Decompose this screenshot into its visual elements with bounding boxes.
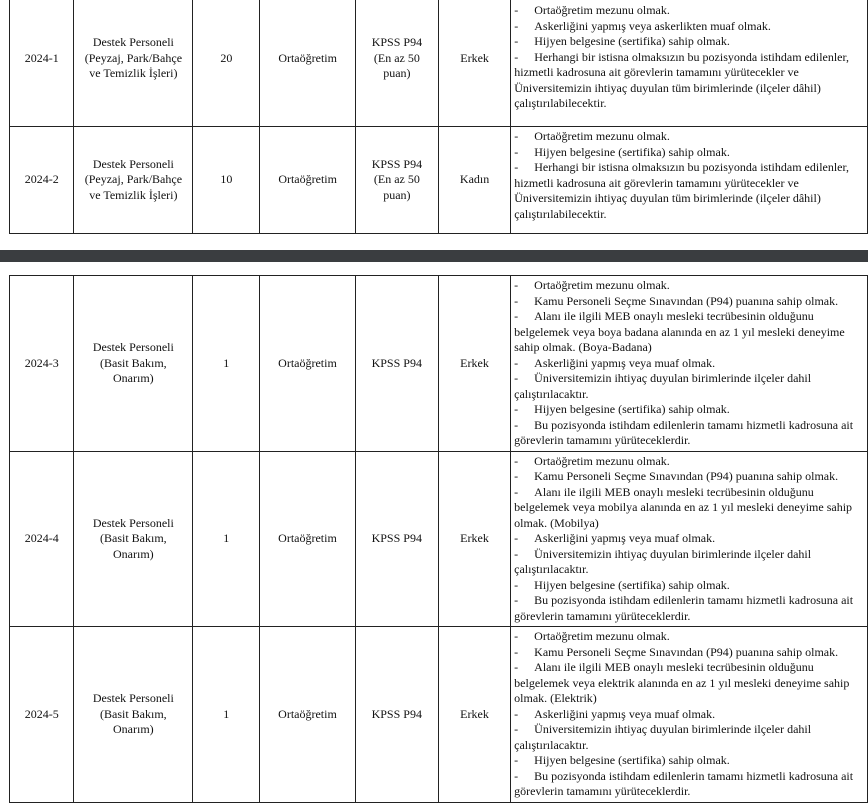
requirement-text: çalıştırılacaktır. bbox=[514, 737, 589, 752]
requirement-item bbox=[514, 578, 865, 594]
requirement-continuation bbox=[514, 176, 865, 192]
requirement-item bbox=[514, 278, 865, 294]
requirement-text: Kamu Personeli Seçme Sınavından (P94) puanına sahip olmak. bbox=[534, 293, 839, 308]
table-row bbox=[10, 127, 868, 234]
requirement-text: Bu pozisyonda istihdam edilenlerin tamamı hizmetli kadrosuna ait bbox=[534, 417, 854, 432]
bullet-dash: - bbox=[514, 144, 519, 159]
position-title: Destek Personeli (Basit Bakım, Onarım) bbox=[74, 276, 193, 452]
requirements-list bbox=[511, 127, 868, 234]
table-row bbox=[10, 627, 868, 803]
requirement-item bbox=[514, 145, 865, 161]
requirement-continuation bbox=[514, 207, 865, 223]
position-code: 2024-3 bbox=[10, 276, 74, 452]
requirement-item bbox=[514, 753, 865, 769]
requirement-text: çalıştırılabilecektir. bbox=[514, 206, 607, 221]
bullet-dash: - bbox=[514, 531, 519, 545]
exam-requirement: KPSS P94 bbox=[355, 451, 438, 627]
requirements-list bbox=[511, 276, 868, 452]
requirement-text: Alanı ile ilgili MEB onaylı mesleki tecrübesinin olduğunu bbox=[534, 660, 814, 674]
requirement-continuation bbox=[514, 433, 865, 449]
position-title: Destek Personeli (Basit Bakım, Onarım) bbox=[74, 451, 193, 627]
requirement-text: Hijyen belgesine (sertifika) sahip olmak. bbox=[534, 402, 730, 416]
requirement-text: belgelemek veya elektrik alanında en az 1 yıl mesleki deneyime sahip bbox=[514, 675, 850, 690]
bullet-dash: - bbox=[514, 722, 519, 736]
requirement-text: hizmetli kadrosuna ait görevlerin tamamını yürütecekler ve bbox=[514, 175, 799, 190]
exam-requirement: KPSS P94 bbox=[355, 276, 438, 452]
requirement-item bbox=[514, 356, 865, 372]
requirement-item bbox=[514, 160, 865, 176]
positions-table-part-2 bbox=[9, 275, 868, 803]
requirement-text: Bu pozisyonda istihdam edilenlerin tamamı hizmetli kadrosuna ait bbox=[534, 768, 854, 783]
requirement-item bbox=[514, 129, 865, 145]
gender: Kadın bbox=[438, 127, 510, 234]
requirement-continuation bbox=[514, 340, 865, 356]
requirement-item bbox=[514, 547, 865, 563]
bullet-dash: - bbox=[514, 469, 519, 483]
requirement-text: Askerliğini yapmış veya muaf olmak. bbox=[534, 355, 716, 370]
requirement-text: çalıştırılacaktır. bbox=[514, 386, 589, 401]
bullet-dash: - bbox=[514, 3, 519, 17]
position-code: 2024-4 bbox=[10, 451, 74, 627]
requirement-text: Ortaöğretim mezunu olmak. bbox=[534, 453, 670, 468]
requirement-continuation bbox=[514, 325, 865, 341]
bullet-dash: - bbox=[514, 160, 519, 174]
position-count: 1 bbox=[193, 276, 260, 452]
requirements-list bbox=[511, 0, 868, 127]
requirements-list bbox=[511, 451, 868, 627]
requirement-text: hizmetli kadrosuna ait görevlerin tamamını yürütecekler ve bbox=[514, 65, 799, 79]
requirement-continuation bbox=[514, 65, 865, 81]
requirement-text: Alanı ile ilgili MEB onaylı mesleki tecrübesinin olduğunu bbox=[534, 309, 814, 323]
bullet-dash: - bbox=[514, 417, 519, 432]
requirement-text: Askerliğini yapmış veya muaf olmak. bbox=[534, 531, 716, 545]
requirement-text: Herhangi bir istisna olmaksızın bu pozisyonda istihdam edilenler, bbox=[534, 49, 850, 64]
requirement-continuation bbox=[514, 562, 865, 578]
gender: Erkek bbox=[438, 451, 510, 627]
position-code: 2024-1 bbox=[10, 0, 74, 127]
requirement-text: Üniversitemizin ihtiyaç duyulan birimlerinde ilçeler dahil bbox=[534, 722, 812, 736]
bullet-dash: - bbox=[514, 402, 519, 416]
requirement-item bbox=[514, 629, 865, 645]
requirement-item bbox=[514, 19, 865, 35]
position-code: 2024-2 bbox=[10, 127, 74, 234]
table-row bbox=[10, 451, 868, 627]
gender: Erkek bbox=[438, 276, 510, 452]
requirement-text: Üniversitemizin ihtiyaç duyulan tüm birimlerinde (ilçeler dâhil) bbox=[514, 80, 821, 95]
requirement-text: Herhangi bir istisna olmaksızın bu pozisyonda istihdam edilenler, bbox=[534, 160, 850, 174]
bullet-dash: - bbox=[514, 484, 519, 499]
position-count: 1 bbox=[193, 627, 260, 803]
requirement-item bbox=[514, 294, 865, 310]
page-separator bbox=[0, 236, 868, 268]
education-level: Ortaöğretim bbox=[260, 276, 355, 452]
bullet-dash: - bbox=[514, 768, 519, 783]
table-row bbox=[10, 0, 868, 127]
requirement-item bbox=[514, 309, 865, 325]
requirement-text: Ortaöğretim mezunu olmak. bbox=[534, 129, 670, 143]
requirement-continuation bbox=[514, 387, 865, 403]
requirement-text: Hijyen belgesine (sertifika) sahip olmak. bbox=[534, 144, 730, 159]
bullet-dash: - bbox=[514, 593, 519, 607]
requirement-text: Üniversitemizin ihtiyaç duyulan tüm birimlerinde (ilçeler dâhil) bbox=[514, 191, 821, 205]
education-level: Ortaöğretim bbox=[260, 127, 355, 234]
requirement-item bbox=[514, 34, 865, 50]
requirement-text: Askerliğini yapmış veya muaf olmak. bbox=[534, 706, 716, 721]
requirement-text: sahip olmak. (Boya-Badana) bbox=[514, 340, 652, 354]
bullet-dash: - bbox=[514, 660, 519, 674]
requirement-text: Hijyen belgesine (sertifika) sahip olmak. bbox=[534, 753, 730, 767]
position-count: 1 bbox=[193, 451, 260, 627]
requirement-item bbox=[514, 454, 865, 470]
requirement-continuation bbox=[514, 516, 865, 532]
requirement-text: görevlerin tamamını yürüteceklerdir. bbox=[514, 608, 691, 623]
position-title: Destek Personeli (Basit Bakım, Onarım) bbox=[74, 627, 193, 803]
education-level: Ortaöğretim bbox=[260, 451, 355, 627]
requirement-text: çalıştırılacaktır. bbox=[514, 562, 589, 576]
bullet-dash: - bbox=[514, 278, 519, 292]
positions-table-part-1 bbox=[9, 0, 868, 234]
requirement-continuation bbox=[514, 500, 865, 516]
requirement-text: Bu pozisyonda istihdam edilenlerin tamamı hizmetli kadrosuna ait bbox=[534, 593, 854, 607]
bullet-dash: - bbox=[514, 629, 519, 643]
requirement-text: Kamu Personeli Seçme Sınavından (P94) puanına sahip olmak. bbox=[534, 469, 839, 483]
requirement-continuation bbox=[514, 191, 865, 207]
requirement-text: görevlerin tamamını yürüteceklerdir. bbox=[514, 433, 691, 447]
requirement-text: Kamu Personeli Seçme Sınavından (P94) puanına sahip olmak. bbox=[534, 644, 839, 659]
requirement-text: Askerliğini yapmış veya askerlikten muaf olmak. bbox=[534, 18, 771, 33]
position-count: 20 bbox=[193, 0, 260, 127]
requirement-text: belgelemek veya boya badana alanında en az 1 yıl mesleki deneyime bbox=[514, 324, 845, 339]
exam-requirement: KPSS P94 (En az 50 puan) bbox=[355, 0, 438, 127]
bullet-dash: - bbox=[514, 355, 519, 370]
requirement-text: Ortaöğretim mezunu olmak. bbox=[534, 278, 670, 292]
bullet-dash: - bbox=[514, 453, 519, 468]
requirement-continuation bbox=[514, 96, 865, 112]
bullet-dash: - bbox=[514, 129, 519, 143]
requirement-text: çalıştırılabilecektir. bbox=[514, 96, 607, 110]
document-page-2 bbox=[0, 268, 868, 800]
position-code: 2024-5 bbox=[10, 627, 74, 803]
bullet-dash: - bbox=[514, 753, 519, 767]
requirement-text: olmak. (Elektrik) bbox=[514, 691, 597, 705]
requirement-item bbox=[514, 707, 865, 723]
requirement-text: Üniversitemizin ihtiyaç duyulan birimlerinde ilçeler dahil bbox=[534, 371, 812, 385]
requirement-continuation bbox=[514, 691, 865, 707]
bullet-dash: - bbox=[514, 309, 519, 323]
requirement-continuation bbox=[514, 81, 865, 97]
bullet-dash: - bbox=[514, 644, 519, 659]
requirement-continuation bbox=[514, 738, 865, 754]
requirement-item bbox=[514, 645, 865, 661]
requirement-item bbox=[514, 531, 865, 547]
bullet-dash: - bbox=[514, 577, 519, 592]
document-page-1 bbox=[0, 0, 868, 236]
bullet-dash: - bbox=[514, 546, 519, 561]
requirement-text: Üniversitemizin ihtiyaç duyulan birimlerinde ilçeler dahil bbox=[534, 546, 812, 561]
bullet-dash: - bbox=[514, 293, 519, 308]
bullet-dash: - bbox=[514, 34, 519, 48]
requirement-text: belgelemek veya mobilya alanında en az 1 yıl mesleki deneyime sahip bbox=[514, 500, 853, 514]
requirement-item bbox=[514, 371, 865, 387]
requirement-item bbox=[514, 469, 865, 485]
education-level: Ortaöğretim bbox=[260, 0, 355, 127]
position-count: 10 bbox=[193, 127, 260, 234]
requirement-continuation bbox=[514, 676, 865, 692]
requirement-item bbox=[514, 3, 865, 19]
requirement-item bbox=[514, 485, 865, 501]
bullet-dash: - bbox=[514, 18, 519, 33]
gender: Erkek bbox=[438, 627, 510, 803]
requirement-continuation bbox=[514, 784, 865, 800]
bullet-dash: - bbox=[514, 49, 519, 64]
table-row bbox=[10, 276, 868, 452]
requirement-text: Alanı ile ilgili MEB onaylı mesleki tecrübesinin olduğunu bbox=[534, 484, 814, 499]
gender: Erkek bbox=[438, 0, 510, 127]
requirement-text: olmak. (Mobilya) bbox=[514, 515, 599, 530]
requirements-list bbox=[511, 627, 868, 803]
bullet-dash: - bbox=[514, 371, 519, 385]
requirement-item bbox=[514, 660, 865, 676]
requirement-item bbox=[514, 402, 865, 418]
requirement-continuation bbox=[514, 609, 865, 625]
requirement-item bbox=[514, 769, 865, 785]
requirement-text: Hijyen belgesine (sertifika) sahip olmak. bbox=[534, 577, 730, 592]
education-level: Ortaöğretim bbox=[260, 627, 355, 803]
requirement-item bbox=[514, 722, 865, 738]
requirement-text: Hijyen belgesine (sertifika) sahip olmak. bbox=[534, 34, 730, 48]
requirement-item bbox=[514, 418, 865, 434]
requirement-text: Ortaöğretim mezunu olmak. bbox=[534, 629, 670, 643]
bullet-dash: - bbox=[514, 706, 519, 721]
requirement-item bbox=[514, 50, 865, 66]
requirement-text: Ortaöğretim mezunu olmak. bbox=[534, 3, 670, 17]
exam-requirement: KPSS P94 bbox=[355, 627, 438, 803]
requirement-text: görevlerin tamamını yürüteceklerdir. bbox=[514, 784, 691, 798]
position-title: Destek Personeli (Peyzaj, Park/Bahçe ve Temizlik İşleri) bbox=[74, 127, 193, 234]
page-separator-bar bbox=[0, 250, 868, 262]
requirement-item bbox=[514, 593, 865, 609]
position-title: Destek Personeli (Peyzaj, Park/Bahçe ve Temizlik İşleri) bbox=[74, 0, 193, 127]
exam-requirement: KPSS P94 (En az 50 puan) bbox=[355, 127, 438, 234]
